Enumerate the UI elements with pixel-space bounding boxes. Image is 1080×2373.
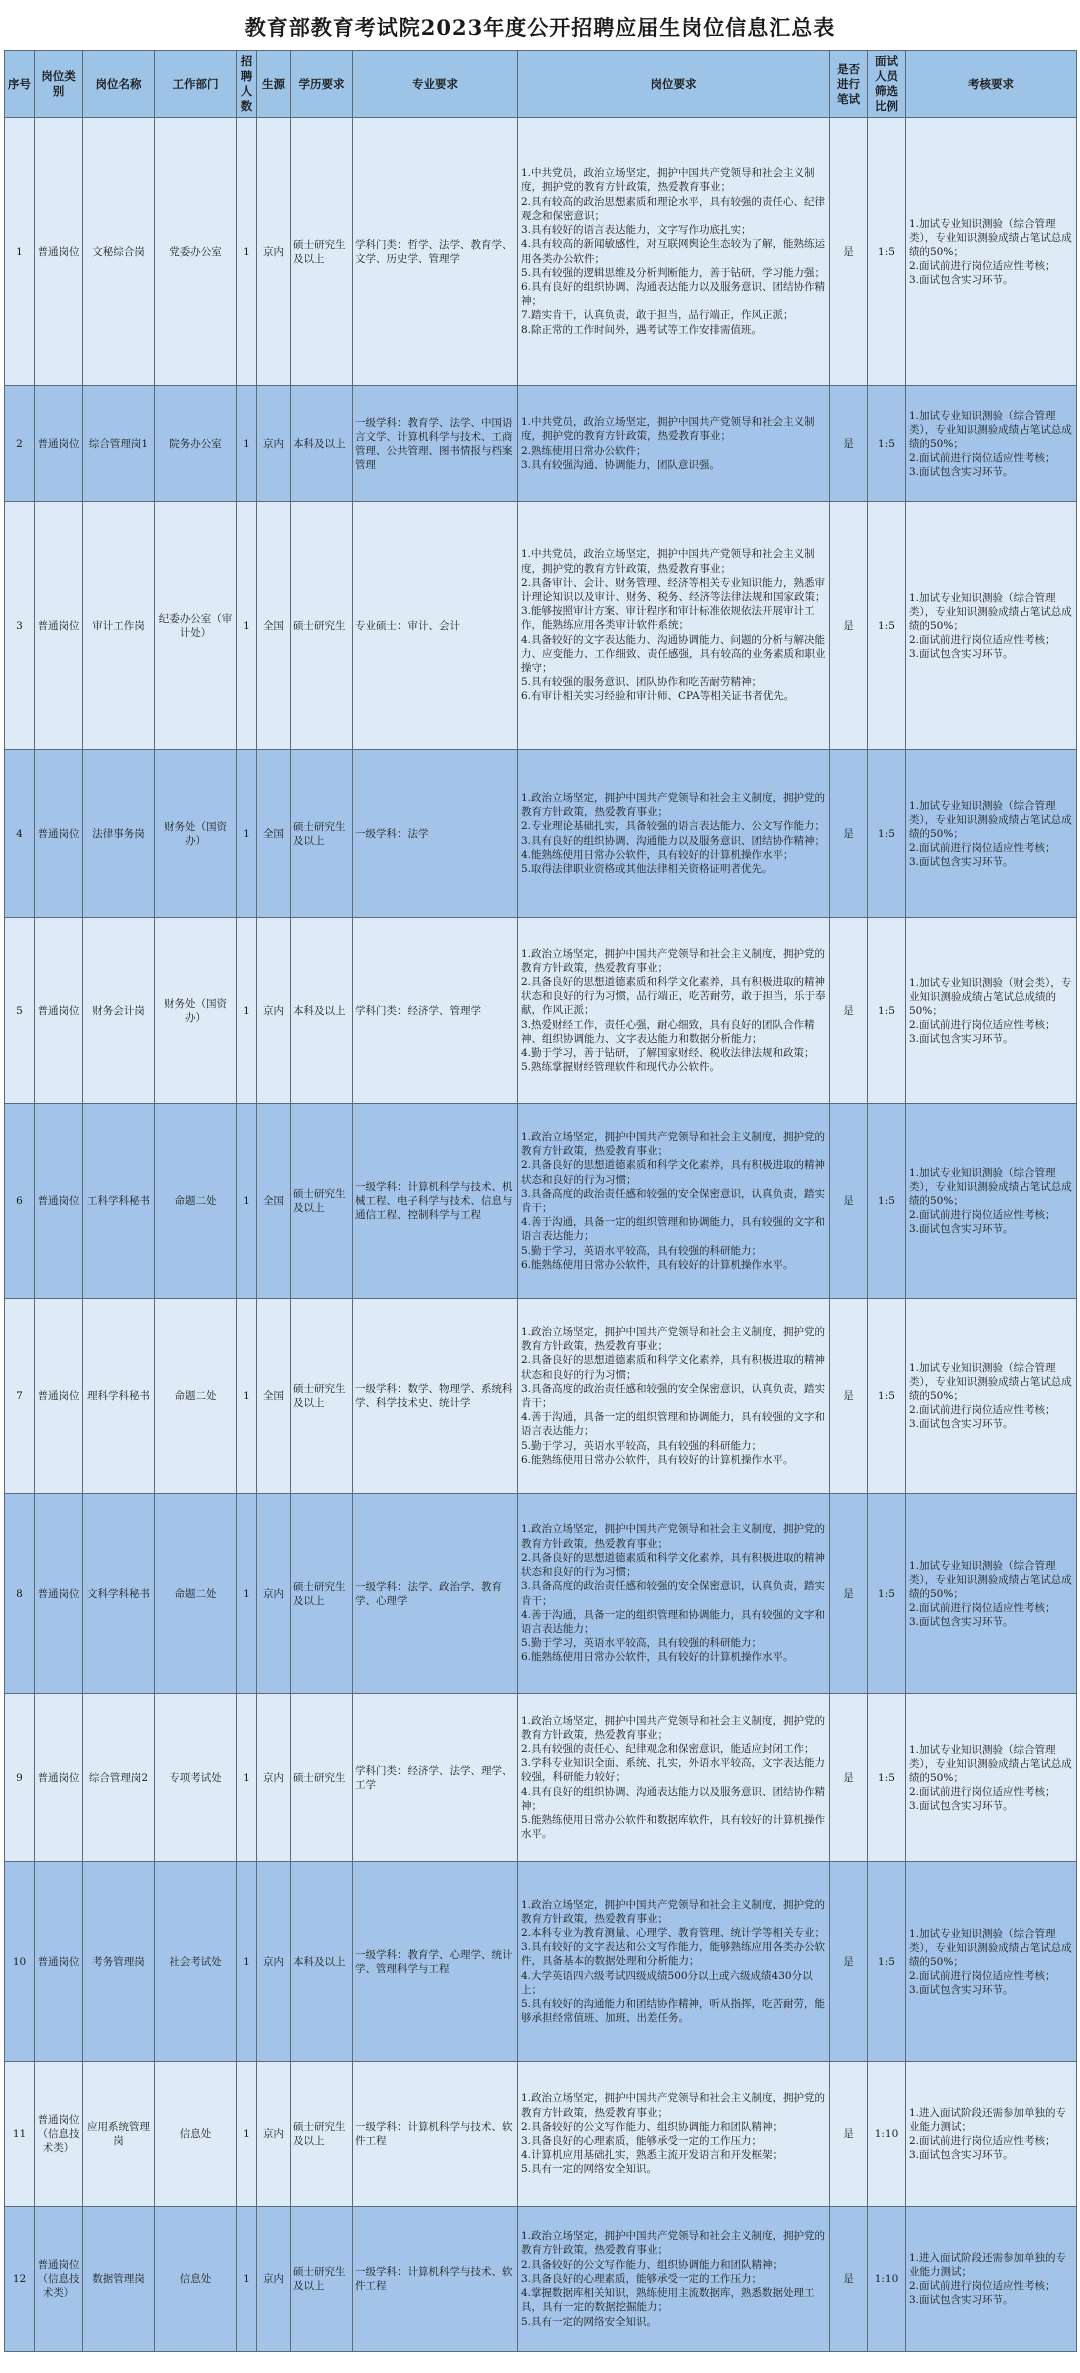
cell-edu: 本科及以上 — [291, 1862, 353, 2062]
cell-ratio: 1:5 — [868, 118, 906, 386]
cell-written-exam: 是 — [830, 1299, 868, 1494]
positions-table — [4, 50, 1077, 2352]
cell-assessment: 1.加试专业知识测验（综合管理类），专业知识测验成绩占笔试总成绩的50%； 2.面试前进行岗位适应性考核； 3.面试包含实习环节。 — [906, 1694, 1077, 1862]
cell-count: 1 — [237, 1104, 257, 1299]
header-category: 岗位类别 — [35, 51, 83, 118]
cell-written-exam: 是 — [830, 750, 868, 918]
cell-assessment: 1.加试专业知识测验（综合管理类），专业知识测验成绩占笔试总成绩的50%； 2.面试前进行岗位适应性考核； 3.面试包含实习环节。 — [906, 1299, 1077, 1494]
cell-category: 普通岗位（信息技术类） — [35, 2207, 83, 2352]
cell-assessment: 1.加试专业知识测验（综合管理类），专业知识测验成绩占笔试总成绩的50%； 2.面试前进行岗位适应性考核； 3.面试包含实习环节。 — [906, 118, 1077, 386]
cell-count: 1 — [237, 1299, 257, 1494]
cell-count: 1 — [237, 386, 257, 502]
cell-origin: 京内 — [257, 2207, 291, 2352]
cell-dept: 党委办公室 — [155, 118, 237, 386]
table-row — [5, 1494, 1077, 1694]
cell-category: 普通岗位 — [35, 918, 83, 1104]
header-written: 是否进行笔试 — [830, 51, 868, 118]
cell-origin: 全国 — [257, 1104, 291, 1299]
cell-name: 文科学科秘书 — [83, 1494, 155, 1694]
header-origin: 生源 — [257, 51, 291, 118]
cell-origin: 京内 — [257, 2062, 291, 2207]
cell-name: 文秘综合岗 — [83, 118, 155, 386]
cell-written-exam: 是 — [830, 1104, 868, 1299]
cell-dept: 社会考试处 — [155, 1862, 237, 2062]
cell-category: 普通岗位 — [35, 1694, 83, 1862]
cell-assessment: 1.加试专业知识测验（综合管理类），专业知识测验成绩占笔试总成绩的50%； 2.面试前进行岗位适应性考核； 3.面试包含实习环节。 — [906, 1104, 1077, 1299]
cell-no: 1 — [5, 118, 35, 386]
table-row — [5, 502, 1077, 750]
cell-dept: 命题二处 — [155, 1299, 237, 1494]
cell-no: 8 — [5, 1494, 35, 1694]
cell-dept: 信息处 — [155, 2207, 237, 2352]
cell-major: 学科门类：经济学、管理学 — [353, 918, 518, 1104]
cell-count: 1 — [237, 1862, 257, 2062]
cell-name: 工科学科秘书 — [83, 1104, 155, 1299]
table-row — [5, 1694, 1077, 1862]
table-row — [5, 1862, 1077, 2062]
cell-origin: 京内 — [257, 386, 291, 502]
cell-written-exam: 是 — [830, 502, 868, 750]
cell-written-exam: 是 — [830, 386, 868, 502]
cell-written-exam: 是 — [830, 1862, 868, 2062]
cell-origin: 全国 — [257, 502, 291, 750]
cell-dept: 信息处 — [155, 2062, 237, 2207]
cell-name: 法律事务岗 — [83, 750, 155, 918]
cell-requirements: 1.政治立场坚定，拥护中国共产党领导和社会主义制度，拥护党的教育方针政策，热爱教育事业； 2.具备较好的公文写作能力、组织协调能力和团队精神； 3.具备良好的心理素质，能够承受一定的工作压力； 4.计算机应用基础扎实，熟悉主流开发语言和开发框架； 5.具有一定的网络安全知识。 — [518, 2062, 830, 2207]
header-no: 序号 — [5, 51, 35, 118]
cell-requirements: 1.中共党员，政治立场坚定，拥护中国共产党领导和社会主义制度，拥护党的教育方针政策，热爱教育事业； 2.具备审计、会计、财务管理、经济等相关专业知识能力，熟悉审计理论知识以及审计、财务、税务、经济等法律法规和国家政策； 3.能够按照审计方案、审计程序和审计标准依规依法开展审计工作，能熟练应用各类审计软件系统； 4.具备较好的文字表达能力、沟通协调能力、问题的分析与解决能力、应变能力、工作细致、责任感强，具有较高的业务素质和职业操守； 5.具有较强的服务意识、团队协作和吃苦耐劳精神； 6.有审计相关实习经验和审计师、CPA等相关证书者优先。 — [518, 502, 830, 750]
cell-assessment: 1.进入面试阶段还需参加单独的专业能力测试； 2.面试前进行岗位适应性考核； 3.面试包含实习环节。 — [906, 2207, 1077, 2352]
cell-edu: 本科及以上 — [291, 918, 353, 1104]
cell-ratio: 1:5 — [868, 502, 906, 750]
header-major: 专业要求 — [353, 51, 518, 118]
cell-edu: 硕士研究生及以上 — [291, 750, 353, 918]
table-row — [5, 1104, 1077, 1299]
cell-assessment: 1.加试专业知识测验（综合管理类），专业知识测验成绩占笔试总成绩的50%； 2.面试前进行岗位适应性考核； 3.面试包含实习环节。 — [906, 386, 1077, 502]
cell-written-exam: 是 — [830, 918, 868, 1104]
cell-requirements: 1.政治立场坚定，拥护中国共产党领导和社会主义制度，拥护党的教育方针政策，热爱教育事业； 2.具备良好的思想道德素质和科学文化素养，具有积极进取的精神状态和良好的行为习惯，品行端正，吃苦耐劳，敢于担当，乐于奉献，作风正派； 3.热爱财经工作，责任心强，耐心细致，具有良好的团队合作精神、组织协调能力、文字表达能力和数据分析能力； 4.勤于学习，善于钻研，了解国家财经、税收法律法规和政策； 5.熟练掌握财经管理软件和现代办公软件。 — [518, 918, 830, 1104]
cell-assessment: 1.加试专业知识测验（综合管理类），专业知识测验成绩占笔试总成绩的50%； 2.面试前进行岗位适应性考核； 3.面试包含实习环节。 — [906, 1862, 1077, 2062]
cell-no: 6 — [5, 1104, 35, 1299]
cell-major: 一级学科：数学、物理学、系统科学、科学技术史、统计学 — [353, 1299, 518, 1494]
cell-count: 1 — [237, 918, 257, 1104]
cell-assessment: 1.加试专业知识测验（综合管理类），专业知识测验成绩占笔试总成绩的50%； 2.面试前进行岗位适应性考核； 3.面试包含实习环节。 — [906, 1494, 1077, 1694]
cell-requirements: 1.中共党员，政治立场坚定，拥护中国共产党领导和社会主义制度，拥护党的教育方针政策，热爱教育事业； 2.熟练使用日常办公软件； 3.具有较强沟通、协调能力，团队意识强。 — [518, 386, 830, 502]
cell-requirements: 1.中共党员，政治立场坚定，拥护中国共产党领导和社会主义制度，拥护党的教育方针政策，热爱教育事业； 2.具有较高的政治思想素质和理论水平，具有较强的责任心、纪律观念和保密意识； 3.具有较好的语言表达能力，文字写作功底扎实； 4.具有较高的新闻敏感性，对互联网舆论生态较为了解，能熟练运用各类办公软件； 5.具有较强的逻辑思维及分析判断能力，善于钻研，学习能力强； 6.具有良好的组织协调、沟通表达能力以及服务意识、团结协作精神； 7.踏实肯干，认真负责，敢于担当，品行端正，作风正派； 8.除正常的工作时间外，遇考试等工作安排需值班。 — [518, 118, 830, 386]
cell-origin: 全国 — [257, 1299, 291, 1494]
cell-requirements: 1.政治立场坚定，拥护中国共产党领导和社会主义制度，拥护党的教育方针政策，热爱教育事业； 2.具备良好的思想道德素质和科学文化素养，具有积极进取的精神状态和良好的行为习惯； 3.具备高度的政治责任感和较强的安全保密意识，认真负责，踏实肯干； 4.善于沟通，具备一定的组织管理和协调能力，具有较强的文字和语言表达能力； 5.勤于学习，英语水平较高，具有较强的科研能力； 6.能熟练使用日常办公软件，具有较好的计算机操作水平。 — [518, 1104, 830, 1299]
cell-major: 一级学科：法学 — [353, 750, 518, 918]
cell-written-exam: 是 — [830, 1694, 868, 1862]
cell-written-exam: 是 — [830, 2062, 868, 2207]
cell-category: 普通岗位 — [35, 118, 83, 386]
header-edu: 学历要求 — [291, 51, 353, 118]
cell-dept: 命题二处 — [155, 1494, 237, 1694]
cell-major: 学科门类：哲学、法学、教育学、文学、历史学、管理学 — [353, 118, 518, 386]
cell-dept: 专项考试处 — [155, 1694, 237, 1862]
cell-no: 3 — [5, 502, 35, 750]
cell-category: 普通岗位 — [35, 1104, 83, 1299]
cell-edu: 硕士研究生 — [291, 502, 353, 750]
cell-no: 2 — [5, 386, 35, 502]
cell-major: 一级学科：计算机科学与技术、软件工程 — [353, 2207, 518, 2352]
table-header-row — [5, 51, 1077, 118]
cell-category: 普通岗位 — [35, 386, 83, 502]
table-row — [5, 918, 1077, 1104]
header-name: 岗位名称 — [83, 51, 155, 118]
cell-name: 财务会计岗 — [83, 918, 155, 1104]
cell-count: 1 — [237, 502, 257, 750]
cell-ratio: 1:5 — [868, 386, 906, 502]
cell-dept: 纪委办公室（审计处） — [155, 502, 237, 750]
cell-name: 综合管理岗1 — [83, 386, 155, 502]
cell-major: 专业硕士：审计、会计 — [353, 502, 518, 750]
cell-assessment: 1.加试专业知识测验（综合管理类），专业知识测验成绩占笔试总成绩的50%； 2.面试前进行岗位适应性考核； 3.面试包含实习环节。 — [906, 502, 1077, 750]
cell-dept: 财务处（国资办） — [155, 750, 237, 918]
cell-dept: 命题二处 — [155, 1104, 237, 1299]
cell-dept: 财务处（国资办） — [155, 918, 237, 1104]
cell-ratio: 1:5 — [868, 1104, 906, 1299]
cell-name: 理科学科秘书 — [83, 1299, 155, 1494]
cell-major: 一级学科：教育学、心理学、统计学、管理科学与工程 — [353, 1862, 518, 2062]
header-count: 招聘人数 — [237, 51, 257, 118]
cell-edu: 硕士研究生及以上 — [291, 2207, 353, 2352]
cell-edu: 硕士研究生及以上 — [291, 2062, 353, 2207]
cell-requirements: 1.政治立场坚定，拥护中国共产党领导和社会主义制度，拥护党的教育方针政策，热爱教育事业； 2.专业理论基础扎实，具备较强的语言表达能力、公文写作能力； 3.具有良好的组织协调、沟通能力以及服务意识、团结协作精神； 4.能熟练使用日常办公软件，具有较好的计算机操作水平； 5.取得法律职业资格或其他法律相关资格证明者优先。 — [518, 750, 830, 918]
cell-edu: 硕士研究生及以上 — [291, 1494, 353, 1694]
cell-major: 一级学科：计算机科学与技术、软件工程 — [353, 2062, 518, 2207]
cell-name: 应用系统管理岗 — [83, 2062, 155, 2207]
header-ratio: 面试人员筛选比例 — [868, 51, 906, 118]
cell-major: 一级学科：计算机科学与技术、机械工程、电子科学与技术、信息与通信工程、控制科学与工程 — [353, 1104, 518, 1299]
cell-origin: 全国 — [257, 750, 291, 918]
table-row — [5, 750, 1077, 918]
cell-requirements: 1.政治立场坚定，拥护中国共产党领导和社会主义制度，拥护党的教育方针政策，热爱教育事业； 2.具备良好的思想道德素质和科学文化素养，具有积极进取的精神状态和良好的行为习惯； 3.具备高度的政治责任感和较强的安全保密意识，认真负责，踏实肯干； 4.善于沟通，具备一定的组织管理和协调能力，具有较强的文字和语言表达能力； 5.勤于学习，英语水平较高，具有较强的科研能力； 6.能熟练使用日常办公软件，具有较好的计算机操作水平。 — [518, 1494, 830, 1694]
cell-ratio: 1:5 — [868, 1494, 906, 1694]
cell-origin: 京内 — [257, 118, 291, 386]
cell-major: 学科门类：经济学、法学、理学、工学 — [353, 1694, 518, 1862]
cell-category: 普通岗位 — [35, 1494, 83, 1694]
cell-assessment: 1.进入面试阶段还需参加单独的专业能力测试； 2.面试前进行岗位适应性考核； 3.面试包含实习环节。 — [906, 2062, 1077, 2207]
cell-no: 10 — [5, 1862, 35, 2062]
cell-count: 1 — [237, 118, 257, 386]
cell-origin: 京内 — [257, 1694, 291, 1862]
table-row — [5, 2062, 1077, 2207]
cell-no: 9 — [5, 1694, 35, 1862]
cell-origin: 京内 — [257, 1494, 291, 1694]
cell-edu: 硕士研究生 — [291, 1694, 353, 1862]
table-row — [5, 386, 1077, 502]
cell-dept: 院务办公室 — [155, 386, 237, 502]
cell-major: 一级学科：法学、政治学、教育学、心理学 — [353, 1494, 518, 1694]
cell-category: 普通岗位 — [35, 750, 83, 918]
cell-ratio: 1:10 — [868, 2207, 906, 2352]
cell-requirements: 1.政治立场坚定，拥护中国共产党领导和社会主义制度，拥护党的教育方针政策，热爱教育事业； 2.具有较强的责任心、纪律观念和保密意识，能适应封闭工作； 3.学科专业知识全面、系统、扎实，外语水平较高，文字表达能力较强，科研能力较好； 4.具有良好的组织协调、沟通表达能力以及服务意识、团结协作精神； 5.能熟练使用日常办公软件和数据库软件，具有较好的计算机操作水平。 — [518, 1694, 830, 1862]
header-dept: 工作部门 — [155, 51, 237, 118]
cell-assessment: 1.加试专业知识测验（财会类），专业知识测验成绩占笔试总成绩的50%； 2.面试前进行岗位适应性考核； 3.面试包含实习环节。 — [906, 918, 1077, 1104]
cell-written-exam: 是 — [830, 2207, 868, 2352]
cell-assessment: 1.加试专业知识测验（综合管理类），专业知识测验成绩占笔试总成绩的50%； 2.面试前进行岗位适应性考核； 3.面试包含实习环节。 — [906, 750, 1077, 918]
cell-written-exam: 是 — [830, 1494, 868, 1694]
cell-no: 11 — [5, 2062, 35, 2207]
table-row — [5, 118, 1077, 386]
table-body — [5, 118, 1077, 2352]
cell-ratio: 1:5 — [868, 1862, 906, 2062]
cell-ratio: 1:5 — [868, 1694, 906, 1862]
cell-no: 12 — [5, 2207, 35, 2352]
cell-origin: 京内 — [257, 918, 291, 1104]
cell-name: 考务管理岗 — [83, 1862, 155, 2062]
cell-ratio: 1:5 — [868, 918, 906, 1104]
cell-category: 普通岗位 — [35, 1862, 83, 2062]
cell-count: 1 — [237, 2062, 257, 2207]
cell-major: 一级学科：教育学、法学、中国语言文学、计算机科学与技术、工商管理、公共管理、图书情报与档案管理 — [353, 386, 518, 502]
cell-count: 1 — [237, 1694, 257, 1862]
cell-name: 数据管理岗 — [83, 2207, 155, 2352]
cell-category: 普通岗位（信息技术类） — [35, 2062, 83, 2207]
cell-count: 1 — [237, 750, 257, 918]
cell-count: 1 — [237, 2207, 257, 2352]
cell-edu: 硕士研究生及以上 — [291, 118, 353, 386]
cell-written-exam: 是 — [830, 118, 868, 386]
cell-edu: 硕士研究生及以上 — [291, 1299, 353, 1494]
cell-requirements: 1.政治立场坚定，拥护中国共产党领导和社会主义制度，拥护党的教育方针政策，热爱教育事业； 2.具备良好的思想道德素质和科学文化素养，具有积极进取的精神状态和良好的行为习惯； 3.具备高度的政治责任感和较强的安全保密意识，认真负责，踏实肯干； 4.善于沟通，具备一定的组织管理和协调能力，具有较强的文字和语言表达能力； 5.勤于学习，英语水平较高，具有较强的科研能力； 6.能熟练使用日常办公软件，具有较好的计算机操作水平。 — [518, 1299, 830, 1494]
header-exam: 考核要求 — [906, 51, 1077, 118]
cell-edu: 硕士研究生及以上 — [291, 1104, 353, 1299]
header-req: 岗位要求 — [518, 51, 830, 118]
cell-category: 普通岗位 — [35, 1299, 83, 1494]
cell-ratio: 1:5 — [868, 1299, 906, 1494]
cell-name: 审计工作岗 — [83, 502, 155, 750]
page-title: 教育部教育考试院2023年度公开招聘应届生岗位信息汇总表 — [244, 15, 836, 40]
cell-edu: 本科及以上 — [291, 386, 353, 502]
cell-ratio: 1:10 — [868, 2062, 906, 2207]
cell-no: 4 — [5, 750, 35, 918]
table-row — [5, 2207, 1077, 2352]
cell-requirements: 1.政治立场坚定，拥护中国共产党领导和社会主义制度，拥护党的教育方针政策，热爱教育事业； 2.本科专业为教育测量、心理学、教育管理、统计学等相关专业； 3.具有较好的文字表达和公文写作能力，能够熟练应用各类办公软件，具备基本的数据处理和分析能力； 4.大学英语四六级考试四级成绩500分以上或六级成绩430分以上； 5.具有较好的沟通能力和团结协作精神，听从指挥，吃苦耐劳，能够承担经常值班、加班、出差任务。 — [518, 1862, 830, 2062]
cell-category: 普通岗位 — [35, 502, 83, 750]
cell-no: 7 — [5, 1299, 35, 1494]
cell-count: 1 — [237, 1494, 257, 1694]
cell-no: 5 — [5, 918, 35, 1104]
cell-ratio: 1:5 — [868, 750, 906, 918]
cell-name: 综合管理岗2 — [83, 1694, 155, 1862]
cell-requirements: 1.政治立场坚定，拥护中国共产党领导和社会主义制度，拥护党的教育方针政策，热爱教育事业； 2.具备较好的公文写作能力、组织协调能力和团队精神； 3.具备良好的心理素质，能够承受一定的工作压力； 4.掌握数据库相关知识，熟练使用主流数据库，熟悉数据处理工具，具有一定的数据挖掘能力； 5.具有一定的网络安全知识。 — [518, 2207, 830, 2352]
cell-origin: 京内 — [257, 1862, 291, 2062]
table-row — [5, 1299, 1077, 1494]
